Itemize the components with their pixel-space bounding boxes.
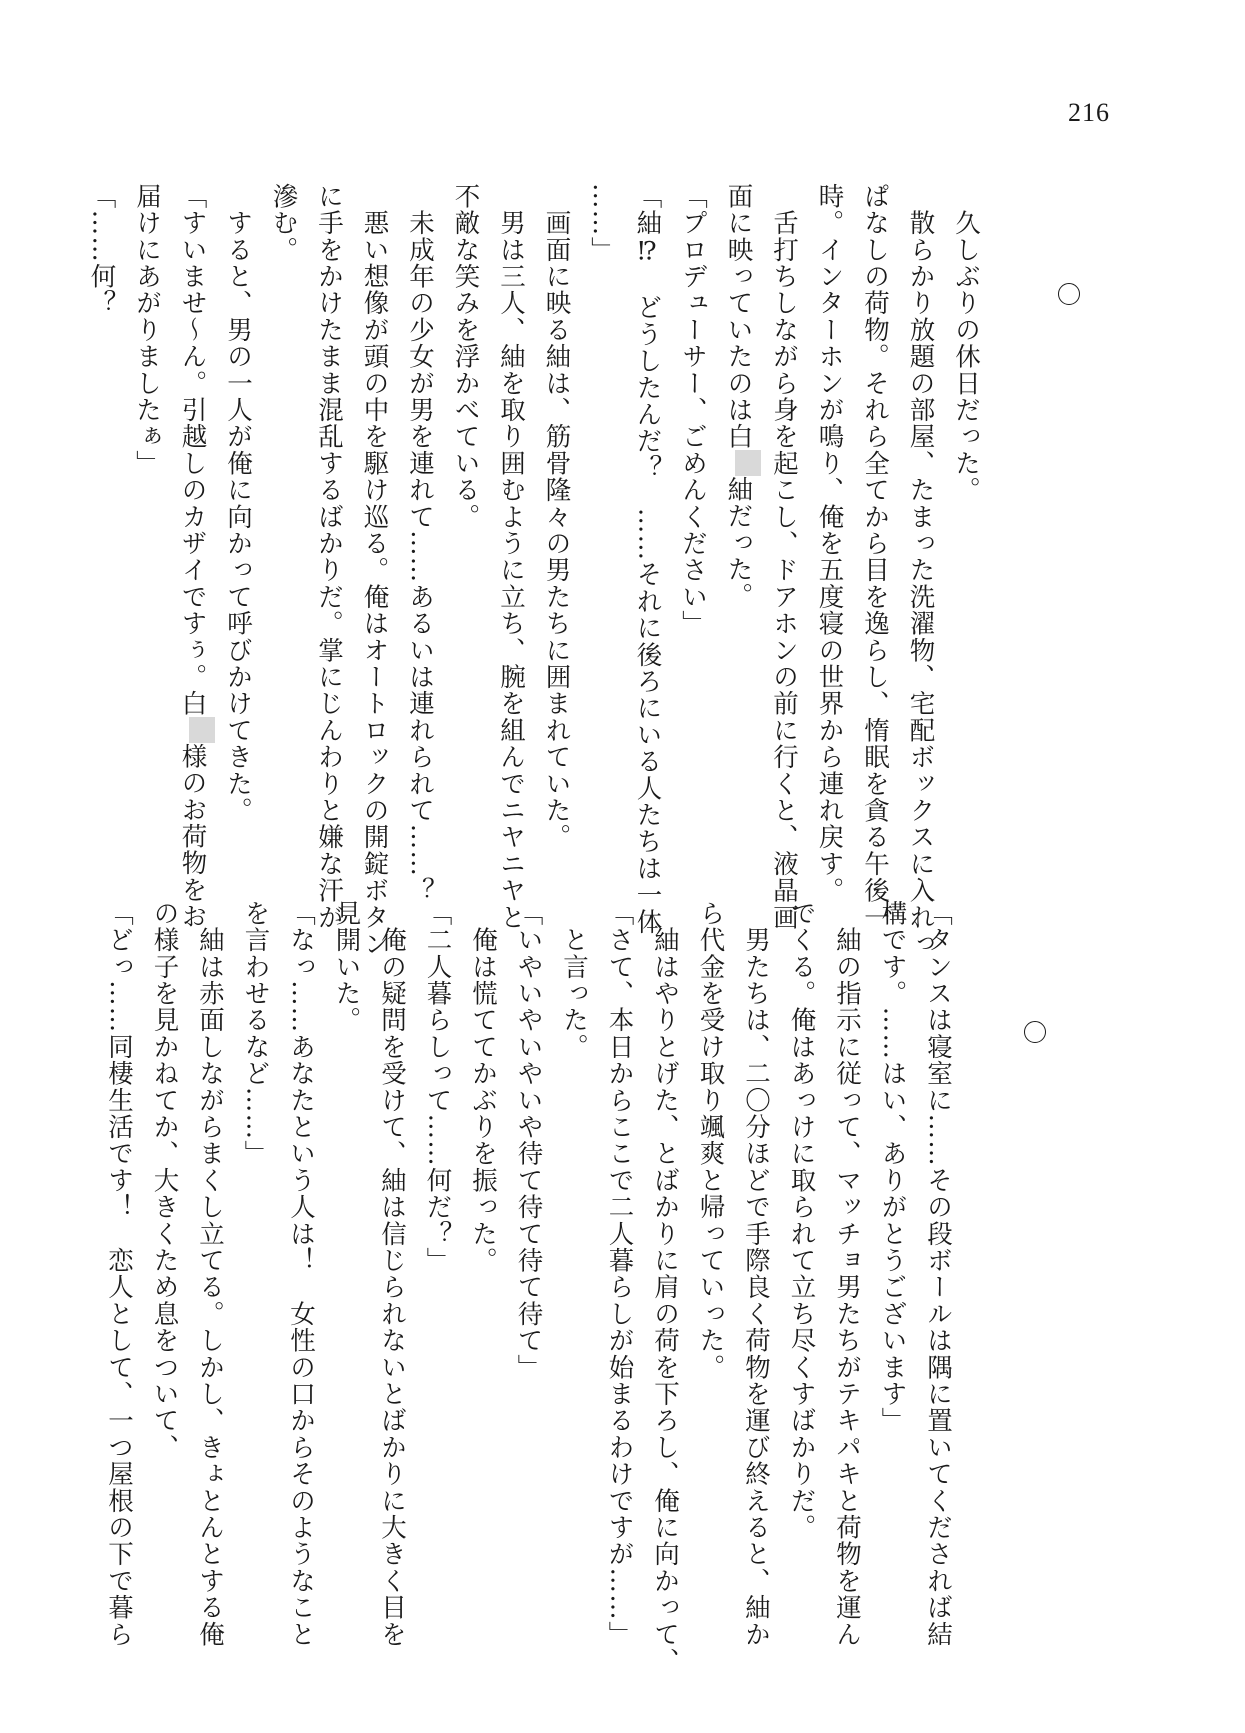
text-column-bottom <box>96 900 961 1675</box>
text-line: 悪い想像が頭の中を駆け巡る。俺はオートロックの開錠ボタン <box>359 183 390 958</box>
text-line: 届けにあがりましたぁ」 <box>132 183 162 477</box>
scene-break-circle-icon <box>1024 1021 1046 1043</box>
text-line: 「すいませ～ん。引越しのカザイですぅ。白様のお荷物をお <box>169 183 215 803</box>
text-line: ら代金を受け取り颯爽と帰っていった。 <box>695 900 726 1381</box>
text-line: 見開いた。 <box>331 900 362 1034</box>
redacted-block <box>735 450 761 476</box>
text-line: 「いやいやいやいや待て待て待て待て」 <box>513 900 544 1381</box>
text-line: ぱなしの荷物。それら全てから目を逸らし、惰眠を貪る午後一 <box>860 183 890 931</box>
text-line: すると、男の一人が俺に向かって呼びかけてきた。 <box>223 183 253 824</box>
text-line: と言った。 <box>559 900 589 1061</box>
text-line: でくる。俺はあっけに取られて立ち尽くすばかりだ。 <box>786 900 817 1541</box>
text-line: 不敵な笑みを浮かべている。 <box>450 183 481 531</box>
scene-break-circle-icon <box>1058 283 1080 305</box>
text-line: 面に映っていたのは白紬だった。 <box>715 183 761 803</box>
text-line: に手をかけたまま混乱するばかりだ。掌にじんわりと嫌な汗が <box>314 183 344 931</box>
text-line: 紬は赤面しながらまくし立てる。しかし、きょとんとする俺 <box>195 900 225 1648</box>
text-line: 「どっ……同棲生活です！ 恋人として、一つ屋根の下で暮ら <box>104 900 134 1648</box>
text-line: 紬はやりとげた、とばかりに肩の荷を下ろし、俺に向かって、 <box>650 900 680 1675</box>
text-line: を言わせるなど……」 <box>240 900 271 1167</box>
text-line: 紬の指示に従って、マッチョ男たちがテキパキと荷物を運ん <box>832 900 862 1648</box>
text-line: 滲む。 <box>268 183 299 264</box>
text-line: 「なっ……あなたという人は！ 女性の口からそのようなこと <box>286 900 316 1648</box>
text-line: 「紬⁉ どうしたんだ？ ……それに後ろにいる人たちは一体 <box>632 183 663 936</box>
text-column-top <box>78 183 988 958</box>
text-line: 俺の疑問を受けて、紬は信じられないとばかりに大きく目を <box>377 900 407 1648</box>
text-line: 男たちは、二〇分ほどで手際良く荷物を運び終えると、紬か <box>741 900 771 1648</box>
text-line: の様子を見かねてか、大きくため息をついて、 <box>149 900 180 1461</box>
text-line: 「……何？ <box>86 183 117 317</box>
text-line: 散らかり放題の部屋、たまった洗濯物、宅配ボックスに入れっ <box>905 183 936 958</box>
text-line: 構です。……はい、ありがとうございます」 <box>877 900 908 1434</box>
text-line: 時。インターホンが鳴り、俺を五度寝の世界から連れ戻す。 <box>814 183 845 904</box>
text-line: 俺は慌ててかぶりを振った。 <box>468 900 498 1274</box>
text-line: 「さて、本日からここで二人暮らしが始まるわけですが……」 <box>604 900 635 1648</box>
text-line: 「タンスは寝室に……その段ボールは隅に置いてくだされば結 <box>923 900 953 1648</box>
text-line: 舌打ちしながら身を起こし、ドアホンの前に行くと、液晶画 <box>769 183 799 931</box>
text-line: ……」 <box>587 183 617 264</box>
text-line: 久しぶりの休日だった。 <box>951 183 981 504</box>
page-number: 216 <box>1068 98 1110 127</box>
text-line: 画面に映る紬は、筋骨隆々の男たちに囲まれていた。 <box>541 183 572 851</box>
text-line: 「プロデューサー、ごめんください」 <box>678 183 708 637</box>
text-line: 「二人暮らしって……何だ？」 <box>422 900 453 1274</box>
text-line: 未成年の少女が男を連れて……あるいは連れられて……？ <box>405 183 435 904</box>
redacted-block <box>189 717 215 743</box>
text-line: 男は三人、紬を取り囲むように立ち、腕を組んでニヤニヤと <box>496 183 526 931</box>
